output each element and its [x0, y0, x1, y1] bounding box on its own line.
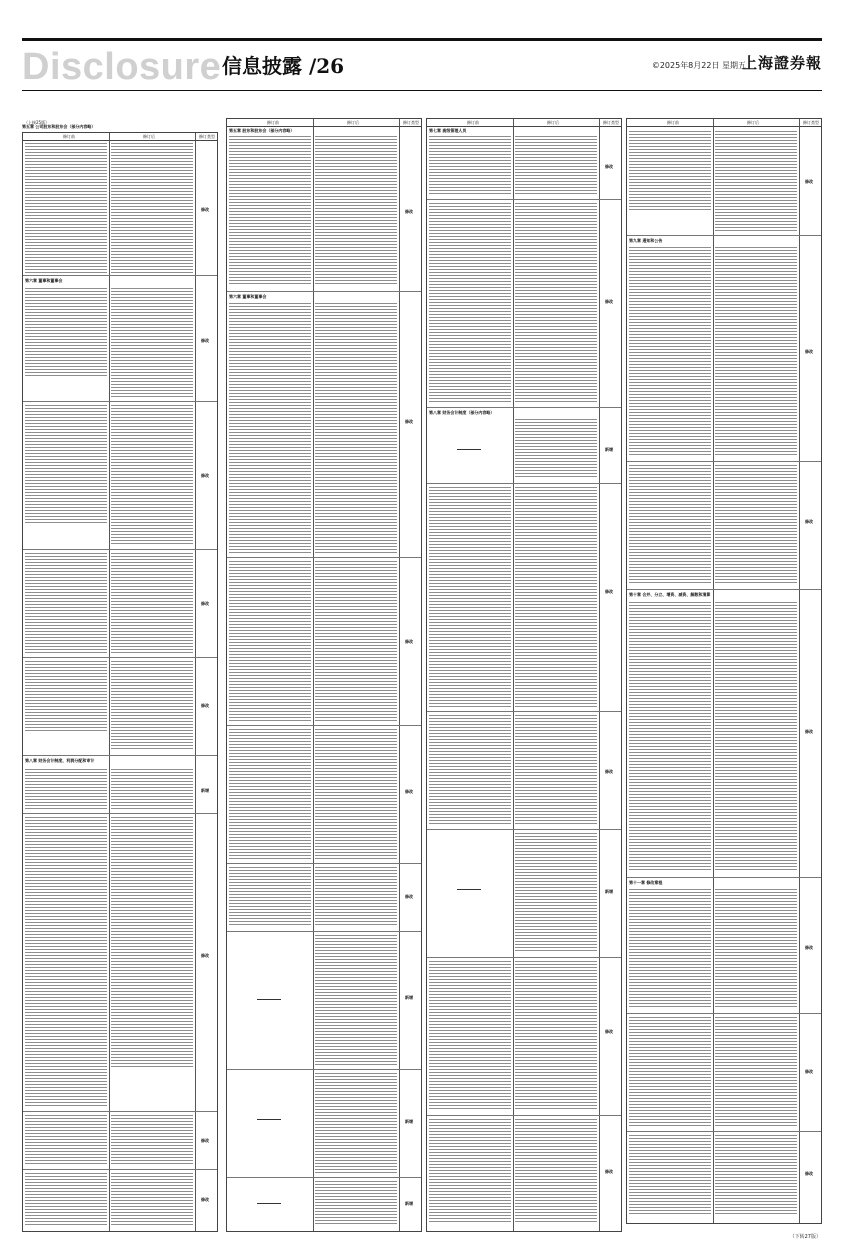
continued-to-label: （下转27版） [789, 1234, 821, 1240]
section-heading: 第八章 财务会计制度（部分内容略） [429, 410, 495, 415]
section-heading: 第十一章 修改章程 [629, 880, 663, 885]
revision-mark: 修改 [805, 179, 813, 184]
header-before: 修订前 [63, 134, 75, 139]
header-before: 修订前 [467, 120, 479, 125]
header-type: 修订类型 [199, 134, 215, 139]
revision-mark: 修改 [805, 349, 813, 354]
revision-mark: 新增 [201, 788, 209, 793]
column-1 [22, 114, 218, 1234]
header-type: 修订类型 [603, 120, 619, 125]
top-rule [22, 38, 822, 41]
revision-mark: 新增 [605, 889, 613, 894]
header-before: 修订前 [667, 120, 679, 125]
header-after: 修订后 [347, 120, 359, 125]
revision-mark: 修改 [605, 299, 613, 304]
section-heading: 第五章 公司股东和股东会（部分内容略） [22, 124, 96, 129]
column-3 [426, 114, 622, 1234]
header-type: 修订类型 [803, 120, 819, 125]
revision-mark: 新增 [405, 1201, 413, 1206]
revision-mark: 修改 [605, 164, 613, 169]
revision-mark: 新增 [605, 447, 613, 452]
revision-mark: 修改 [201, 601, 209, 606]
revision-mark: 修改 [805, 519, 813, 524]
revision-mark: 修改 [201, 1138, 209, 1143]
table-header [627, 119, 821, 127]
section-heading: 第六章 董事和董事会 [25, 278, 63, 283]
revision-mark: 修改 [201, 703, 209, 708]
header-before: 修订前 [267, 120, 279, 125]
brand-logo: Disclosure [22, 46, 222, 88]
header-after: 修订后 [143, 134, 155, 139]
revision-mark: 修改 [605, 1169, 613, 1174]
section-heading: 第六章 董事和董事会 [229, 294, 267, 299]
revision-mark: 修改 [605, 1029, 613, 1034]
section-heading: 第十章 合并、分立、增资、减资、解散和清算 [629, 592, 711, 597]
header-type: 修订类型 [403, 120, 419, 125]
revision-mark: 修改 [805, 1171, 813, 1176]
revision-mark: 修改 [405, 789, 413, 794]
revision-mark: 修改 [405, 639, 413, 644]
revision-mark: 修改 [605, 769, 613, 774]
revision-mark: 修改 [805, 1069, 813, 1074]
section-heading: 第七章 高级管理人员 [429, 128, 467, 133]
section-heading: 第九章 通知和公告 [629, 238, 663, 243]
paper-name: 上海證券報 [741, 54, 822, 72]
article-body [22, 114, 822, 1234]
revision-mark: 修改 [405, 209, 413, 214]
masthead [22, 44, 822, 88]
section-heading: 第八章 财务会计制度、利润分配和审计 [25, 758, 95, 763]
table-header [427, 119, 621, 127]
revision-mark: 新增 [405, 1119, 413, 1124]
header-rule [22, 90, 822, 91]
revision-mark: 修改 [805, 729, 813, 734]
comparison-table [626, 118, 822, 1224]
table-header [23, 133, 217, 141]
revision-mark: 修改 [805, 945, 813, 950]
revision-mark: 修改 [201, 953, 209, 958]
revision-mark: 修改 [405, 419, 413, 424]
header-after: 修订后 [547, 120, 559, 125]
column-2 [226, 114, 422, 1234]
revision-mark: 修改 [201, 473, 209, 478]
dateline: ©2025年8月22日 星期五 [651, 61, 746, 70]
column-4 [626, 114, 822, 1234]
revision-mark: 修改 [405, 894, 413, 899]
revision-mark: 修改 [201, 338, 209, 343]
header-after: 修订后 [747, 120, 759, 125]
table-header [227, 119, 421, 127]
continued-from-label: （上接25版） [24, 120, 50, 125]
comparison-table [226, 118, 422, 1232]
revision-mark: 修改 [201, 207, 209, 212]
comparison-table [22, 132, 218, 1232]
comparison-table [426, 118, 622, 1232]
section-title: 信息披露 /26 [222, 54, 345, 78]
revision-mark: 新增 [405, 995, 413, 1000]
revision-mark: 修改 [201, 1197, 209, 1202]
section-heading: 第五章 股东和股东会（部分内容略） [229, 128, 295, 133]
revision-mark: 修改 [605, 589, 613, 594]
